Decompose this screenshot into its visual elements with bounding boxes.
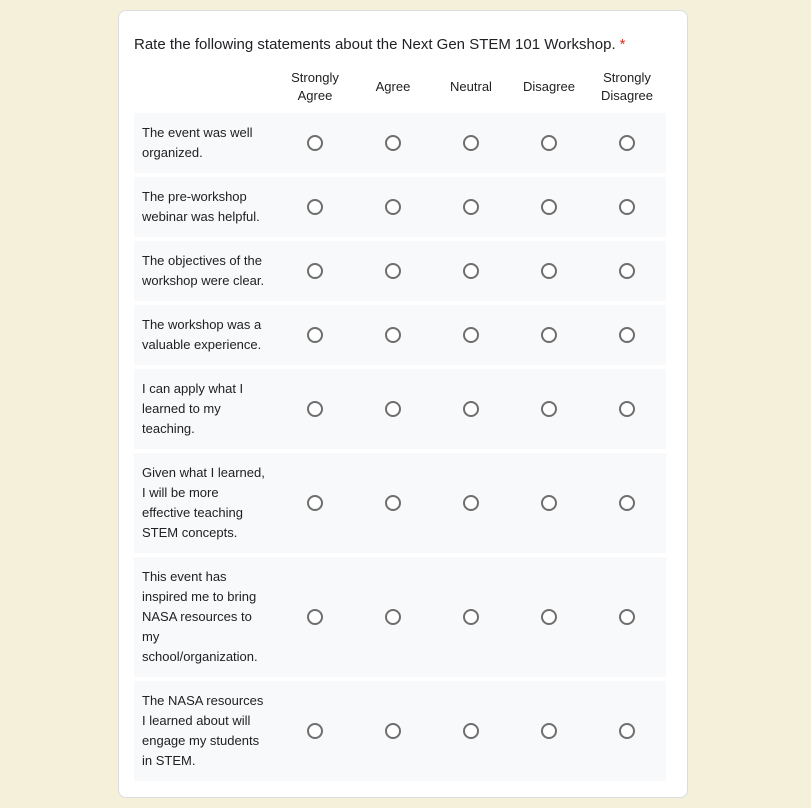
radio-cell [432, 557, 510, 677]
form-question-card [118, 10, 688, 798]
radio-cell [510, 305, 588, 365]
radio-button[interactable] [385, 401, 401, 417]
radio-button[interactable] [463, 723, 479, 739]
radio-button[interactable] [463, 135, 479, 151]
radio-cell [354, 305, 432, 365]
radio-button[interactable] [619, 135, 635, 151]
radio-button[interactable] [619, 723, 635, 739]
radio-cell [276, 453, 354, 553]
radio-cell [432, 681, 510, 781]
table-row [134, 453, 666, 553]
radio-button[interactable] [307, 723, 323, 739]
radio-button[interactable] [385, 135, 401, 151]
radio-cell [588, 369, 666, 449]
radio-cell [588, 305, 666, 365]
radio-button[interactable] [619, 327, 635, 343]
column-header-agree: Agree [375, 79, 411, 94]
radio-cell [510, 681, 588, 781]
radio-button[interactable] [541, 609, 557, 625]
radio-cell [354, 557, 432, 677]
table-row [134, 241, 666, 301]
radio-button[interactable] [385, 495, 401, 511]
radio-cell [588, 177, 666, 237]
question-title-text: Rate the following statements about the Next Gen STEM 101 Workshop. [134, 36, 616, 53]
radio-cell [510, 369, 588, 449]
radio-cell [354, 453, 432, 553]
radio-button[interactable] [463, 401, 479, 417]
column-header-neutral: Neutral [450, 79, 492, 94]
radio-button[interactable] [307, 401, 323, 417]
radio-button[interactable] [619, 199, 635, 215]
column-header-strongly-disagree: Strongly Disagree [600, 70, 654, 103]
radio-button[interactable] [541, 199, 557, 215]
row-label: The objectives of the workshop were clear. [142, 253, 265, 288]
radio-cell [354, 177, 432, 237]
radio-cell [354, 241, 432, 301]
radio-cell [432, 241, 510, 301]
radio-button[interactable] [619, 401, 635, 417]
radio-button[interactable] [541, 401, 557, 417]
radio-cell [354, 113, 432, 173]
radio-button[interactable] [307, 327, 323, 343]
row-label: The workshop was a valuable experience. [142, 317, 262, 352]
radio-button[interactable] [541, 135, 557, 151]
radio-button[interactable] [463, 199, 479, 215]
radio-button[interactable] [307, 609, 323, 625]
radio-button[interactable] [307, 135, 323, 151]
radio-cell [276, 557, 354, 677]
radio-cell [276, 113, 354, 173]
table-row [134, 557, 666, 677]
table-row [134, 681, 666, 781]
radio-cell [276, 305, 354, 365]
table-row [134, 369, 666, 449]
rating-grid [134, 61, 666, 781]
row-label: The pre-workshop webinar was helpful. [142, 189, 260, 224]
table-row [134, 177, 666, 237]
radio-cell [432, 113, 510, 173]
column-header-strongly-agree: Strongly Agree [291, 70, 339, 103]
question-title [134, 35, 672, 55]
radio-button[interactable] [307, 495, 323, 511]
row-label: This event has inspired me to bring NASA resources to my school/organization. [142, 569, 258, 664]
row-label: The NASA resources I learned about will engage my students in STEM. [142, 693, 264, 768]
radio-cell [510, 453, 588, 553]
radio-button[interactable] [619, 263, 635, 279]
radio-button[interactable] [619, 609, 635, 625]
radio-cell [588, 557, 666, 677]
radio-cell [276, 369, 354, 449]
radio-button[interactable] [463, 327, 479, 343]
radio-button[interactable] [385, 263, 401, 279]
radio-button[interactable] [463, 495, 479, 511]
column-header-disagree: Disagree [522, 79, 576, 94]
radio-cell [432, 369, 510, 449]
radio-cell [432, 177, 510, 237]
radio-button[interactable] [307, 199, 323, 215]
radio-cell [510, 177, 588, 237]
radio-cell [510, 241, 588, 301]
radio-cell [276, 177, 354, 237]
radio-cell [276, 241, 354, 301]
radio-cell [354, 369, 432, 449]
radio-button[interactable] [385, 327, 401, 343]
required-asterisk: * [619, 36, 626, 53]
radio-button[interactable] [463, 609, 479, 625]
radio-button[interactable] [463, 263, 479, 279]
row-label: The event was well organized. [142, 125, 253, 160]
row-label: I can apply what I learned to my teaching. [142, 381, 244, 436]
radio-cell [588, 113, 666, 173]
grid-header [134, 61, 666, 113]
radio-button[interactable] [541, 723, 557, 739]
table-row [134, 305, 666, 365]
radio-cell [276, 681, 354, 781]
radio-cell [432, 453, 510, 553]
radio-button[interactable] [385, 609, 401, 625]
radio-cell [588, 453, 666, 553]
table-row [134, 113, 666, 173]
radio-button[interactable] [385, 199, 401, 215]
radio-cell [354, 681, 432, 781]
radio-button[interactable] [385, 723, 401, 739]
radio-cell [432, 305, 510, 365]
row-label: Given what I learned, I will be more effective teaching STEM concepts. [142, 465, 265, 540]
radio-cell [588, 241, 666, 301]
radio-cell [510, 113, 588, 173]
radio-cell [588, 681, 666, 781]
radio-cell [510, 557, 588, 677]
radio-button[interactable] [541, 263, 557, 279]
radio-button[interactable] [541, 327, 557, 343]
radio-button[interactable] [619, 495, 635, 511]
radio-button[interactable] [541, 495, 557, 511]
radio-button[interactable] [307, 263, 323, 279]
